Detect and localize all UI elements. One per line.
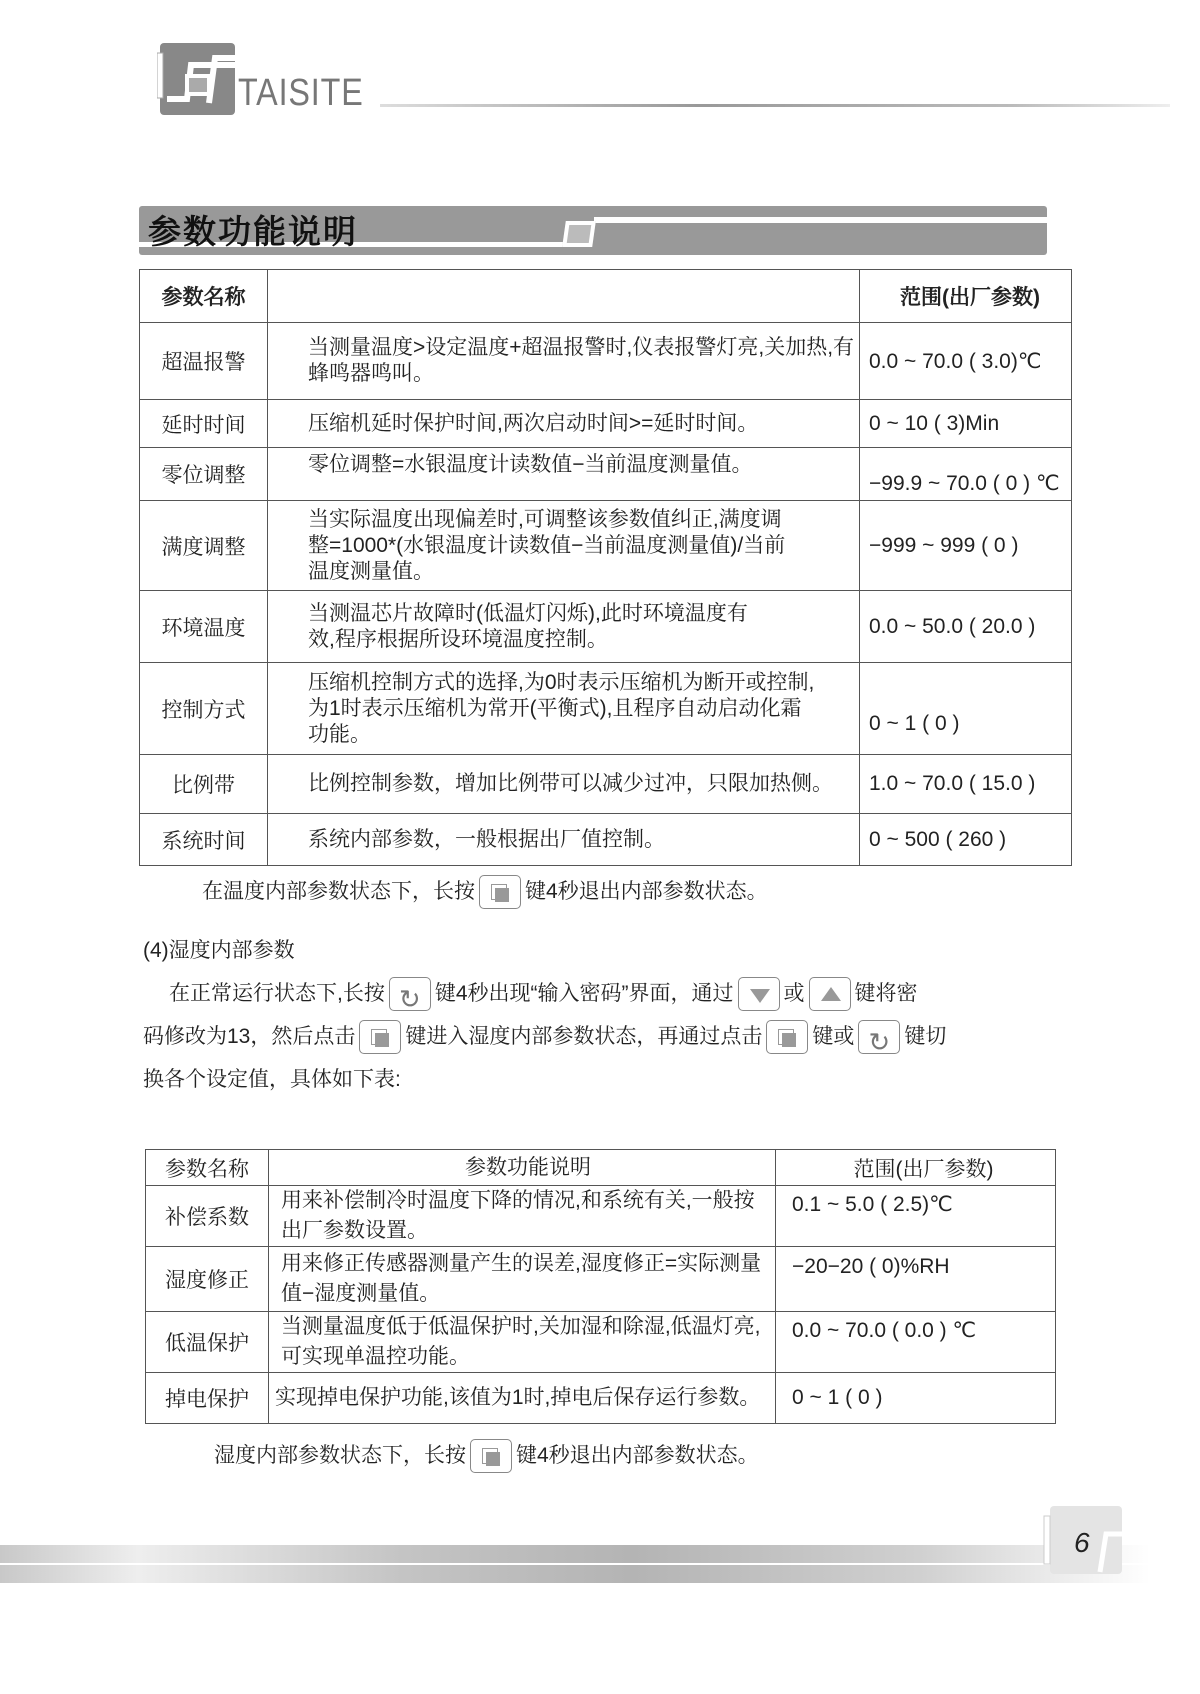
header-divider [380, 104, 1170, 107]
text: 或 [783, 982, 805, 1005]
param-range: 0 ~ 1 ( 0 ) [776, 1373, 1056, 1424]
note-text: 在温度内部参数状态下，长按 [202, 880, 475, 903]
param-name: 补偿系数 [146, 1186, 269, 1247]
header-range: 范围(出厂参数) [776, 1150, 1056, 1186]
return-key-icon [389, 977, 431, 1011]
table-header-row [146, 1150, 1056, 1186]
page-number: 6 [1074, 1527, 1090, 1558]
header-range: 范围(出厂参数) [860, 270, 1072, 323]
param-name: 低温保护 [146, 1312, 269, 1373]
text: 键进入湿度内部参数状态，再通过点击 [405, 1025, 763, 1048]
text: 键切 [904, 1025, 947, 1048]
param-desc: 用来补偿制冷时温度下降的情况,和系统有关,一般按出厂参数设置。 [269, 1186, 776, 1247]
subheading: (4)湿度内部参数 [143, 939, 295, 962]
param-range: 1.0 ~ 70.0 ( 15.0 ) [860, 755, 1072, 814]
param-name: 延时时间 [140, 400, 268, 448]
logo-mark-icon [562, 221, 596, 247]
table-header-row [140, 270, 1072, 323]
header-desc [268, 270, 860, 323]
param-desc: 用来修正传感器测量产生的误差,湿度修正=实际测量值−湿度测量值。 [269, 1247, 776, 1312]
param-range: 0 ~ 500 ( 260 ) [860, 814, 1072, 866]
temperature-params-table [139, 269, 1072, 866]
note-text: 键4秒退出内部参数状态。 [525, 880, 768, 903]
text: 换各个设定值，具体如下表: [143, 1068, 401, 1091]
table-row [146, 1373, 1056, 1424]
exit-note-temperature [202, 870, 768, 913]
param-range: −99.9 ~ 70.0 ( 0 ) ℃ [860, 448, 1072, 501]
text: 键或 [812, 1025, 855, 1048]
param-name: 比例带 [140, 755, 268, 814]
return-key-icon [858, 1020, 900, 1054]
taisite-logo [157, 43, 245, 115]
table-row [140, 448, 1072, 501]
text: 键将密 [854, 982, 918, 1005]
table-row [146, 1247, 1056, 1312]
table-row [146, 1186, 1056, 1247]
param-range: 0.0 ~ 70.0 ( 3.0)℃ [860, 323, 1072, 400]
humidity-params-table [145, 1149, 1056, 1424]
param-desc: 当测温芯片故障时(低温灯闪烁),此时环境温度有效,程序根据所设环境温度控制。 [268, 591, 860, 663]
table-row [140, 501, 1072, 591]
param-name: 湿度修正 [146, 1247, 269, 1312]
set-key-icon [470, 1439, 512, 1473]
text: 键4秒出现“输入密码”界面，通过 [434, 982, 734, 1005]
header-desc: 参数功能说明 [269, 1150, 776, 1186]
param-desc: 当实际温度出现偏差时,可调整该参数值纠正,满度调整=1000*(水银温度计读数值−当前温度测量值)/当前温度测量值。 [268, 501, 860, 591]
up-key-icon [809, 977, 851, 1011]
set-key-icon [479, 875, 521, 909]
param-range: −999 ~ 999 ( 0 ) [860, 501, 1072, 591]
header-name: 参数名称 [146, 1150, 269, 1186]
param-range: 0 ~ 1 ( 0 ) [860, 663, 1072, 755]
param-name: 满度调整 [140, 501, 268, 591]
table-row [140, 323, 1072, 400]
param-name: 超温报警 [140, 323, 268, 400]
header-name: 参数名称 [140, 270, 268, 323]
param-desc: 压缩机控制方式的选择,为0时表示压缩机为断开或控制,为1时表示压缩机为常开(平衡式),且程序自动启动化霜功能。 [268, 663, 860, 755]
param-name: 掉电保护 [146, 1373, 269, 1424]
table-row [140, 591, 1072, 663]
note-text: 键4秒退出内部参数状态。 [516, 1444, 759, 1467]
param-desc: 零位调整=水银温度计读数值−当前温度测量值。 [268, 448, 860, 501]
down-key-icon [738, 977, 780, 1011]
table-row [140, 663, 1072, 755]
param-range: −20−20 ( 0)%RH [776, 1247, 1056, 1312]
note-text: 湿度内部参数状态下，长按 [214, 1444, 466, 1467]
param-desc: 实现掉电保护功能,该值为1时,掉电后保存运行参数。 [269, 1373, 776, 1424]
table-row [140, 755, 1072, 814]
param-desc: 当测量温度>设定温度+超温报警时,仪表报警灯亮,关加热,有蜂鸣器鸣叫。 [268, 323, 860, 400]
set-key-icon [359, 1020, 401, 1054]
footer-bar [0, 1545, 1150, 1583]
set-key-icon [766, 1020, 808, 1054]
brand-name: TAISITE [238, 72, 364, 114]
param-desc: 当测量温度低于低温保护时,关加湿和除湿,低温灯亮,可实现单温控功能。 [269, 1312, 776, 1373]
param-range: 0.0 ~ 50.0 ( 20.0 ) [860, 591, 1072, 663]
table-row [146, 1312, 1056, 1373]
table-row [140, 814, 1072, 866]
instruction-paragraph [143, 972, 1043, 1101]
table-row [140, 400, 1072, 448]
param-name: 控制方式 [140, 663, 268, 755]
param-range: 0.0 ~ 70.0 ( 0.0 ) ℃ [776, 1312, 1056, 1373]
param-desc: 系统内部参数，一般根据出厂值控制。 [268, 814, 860, 866]
param-desc: 压缩机延时保护时间,两次启动时间>=延时时间。 [268, 400, 860, 448]
param-name: 零位调整 [140, 448, 268, 501]
param-name: 系统时间 [140, 814, 268, 866]
param-name: 环境温度 [140, 591, 268, 663]
text: 在正常运行状态下,长按 [169, 982, 385, 1005]
param-desc: 比例控制参数，增加比例带可以减少过冲，只限加热侧。 [268, 755, 860, 814]
text: 码修改为13，然后点击 [143, 1025, 356, 1048]
section-title: 参数功能说明 [148, 212, 358, 251]
param-range: 0 ~ 10 ( 3)Min [860, 400, 1072, 448]
param-range: 0.1 ~ 5.0 ( 2.5)℃ [776, 1186, 1056, 1247]
exit-note-humidity [214, 1434, 759, 1477]
